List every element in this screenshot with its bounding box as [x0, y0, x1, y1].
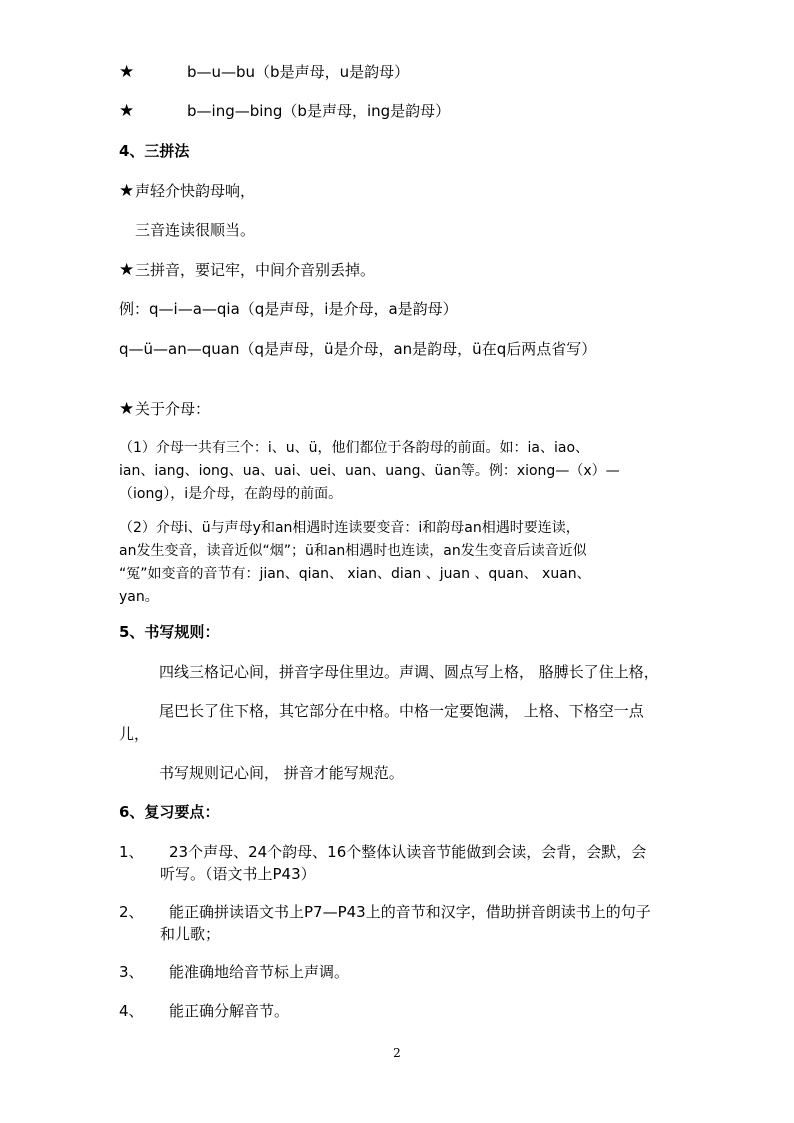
section-heading-shuxie: 5、书写规则： — [119, 623, 220, 641]
shuxie-line: 儿， — [119, 725, 150, 743]
jiemu-p2-line: an发生变音，读音近似“烟”；ü和an相遇时也连读，an发生变音后读音近似 — [119, 543, 587, 559]
star-bullet-icon: ★ — [119, 62, 135, 82]
page-number: 2 — [393, 1046, 401, 1060]
rule-bing: b—ing—bing（b是声母，ing是韵母） — [187, 102, 451, 120]
jiemu-p1-line: （iong），i是介母，在韵母的前面。 — [119, 486, 343, 502]
review-item-line: 听写。（语文书上P43） — [160, 865, 316, 883]
review-item-number: 4、 — [119, 1002, 144, 1020]
rhyme-line: 声轻介快韵母响， — [135, 182, 256, 200]
review-item-line: 能正确拼读语文书上P7—P43上的音节和汉字，借助拼音朗读书上的句子 — [169, 903, 651, 921]
shuxie-line: 尾巴长了住下格，其它部分在中格。中格一定要饱满， 上格、下格空一点 — [159, 702, 644, 720]
review-item-number: 1、 — [119, 843, 144, 861]
star-bullet-icon: ★ — [119, 260, 135, 280]
section-heading-sanpin: 4、三拼法 — [119, 142, 190, 160]
star-bullet-icon: ★ — [119, 101, 135, 121]
shuxie-line: 书写规则记心间， 拼音才能写规范。 — [159, 764, 404, 782]
review-item-line: 能准确地给音节标上声调。 — [169, 963, 350, 981]
jiemu-heading: 关于介母： — [135, 400, 211, 418]
example-quan: q—ü—an—quan（q是声母，ü是介母，an是韵母，ü在q后两点省写） — [119, 340, 597, 358]
rhyme-line: 三音连读很顺当。 — [135, 221, 256, 239]
rule-bu: b—u—bu（b是声母，u是韵母） — [187, 63, 410, 81]
jiemu-p1-line: （1）介母一共有三个：i、u、ü，他们都位于各韵母的前面。如：ia、iao、 — [119, 440, 590, 456]
star-bullet-icon: ★ — [119, 399, 135, 419]
review-item-number: 3、 — [119, 963, 144, 981]
review-item-line: 23个声母、24个韵母、16个整体认读音节能做到会读，会背，会默，会 — [169, 843, 647, 861]
shuxie-line: 四线三格记心间，拼音字母住里边。声调、圆点写上格， 胳膊长了住上格， — [159, 663, 659, 681]
jiemu-p2-line: “冤”如变音的音节有：jian、qian、 xian、dian 、juan 、quan、 xuan、 — [119, 566, 591, 582]
review-item-line: 能正确分解音节。 — [169, 1002, 290, 1020]
jiemu-p1-line: ian、iang、iong、ua、uai、uei、uan、uang、üan等。例：xiong—（x）— — [119, 463, 620, 479]
rhyme-line: 三拼音，要记牢，中间介音别丢掉。 — [135, 261, 376, 279]
jiemu-p2-line: （2）介母i、ü与声母y和an相遇时连读要变音：i和韵母an相遇时要连读， — [119, 520, 580, 536]
review-item-number: 2、 — [119, 903, 144, 921]
star-bullet-icon: ★ — [119, 181, 135, 201]
jiemu-p2-line: yan。 — [119, 589, 159, 605]
section-heading-review: 6、复习要点： — [119, 803, 220, 821]
example-qia: 例：q—i—a—qia（q是声母，i是介母，a是韵母） — [119, 300, 458, 318]
review-item-line: 和儿歌； — [160, 925, 221, 943]
